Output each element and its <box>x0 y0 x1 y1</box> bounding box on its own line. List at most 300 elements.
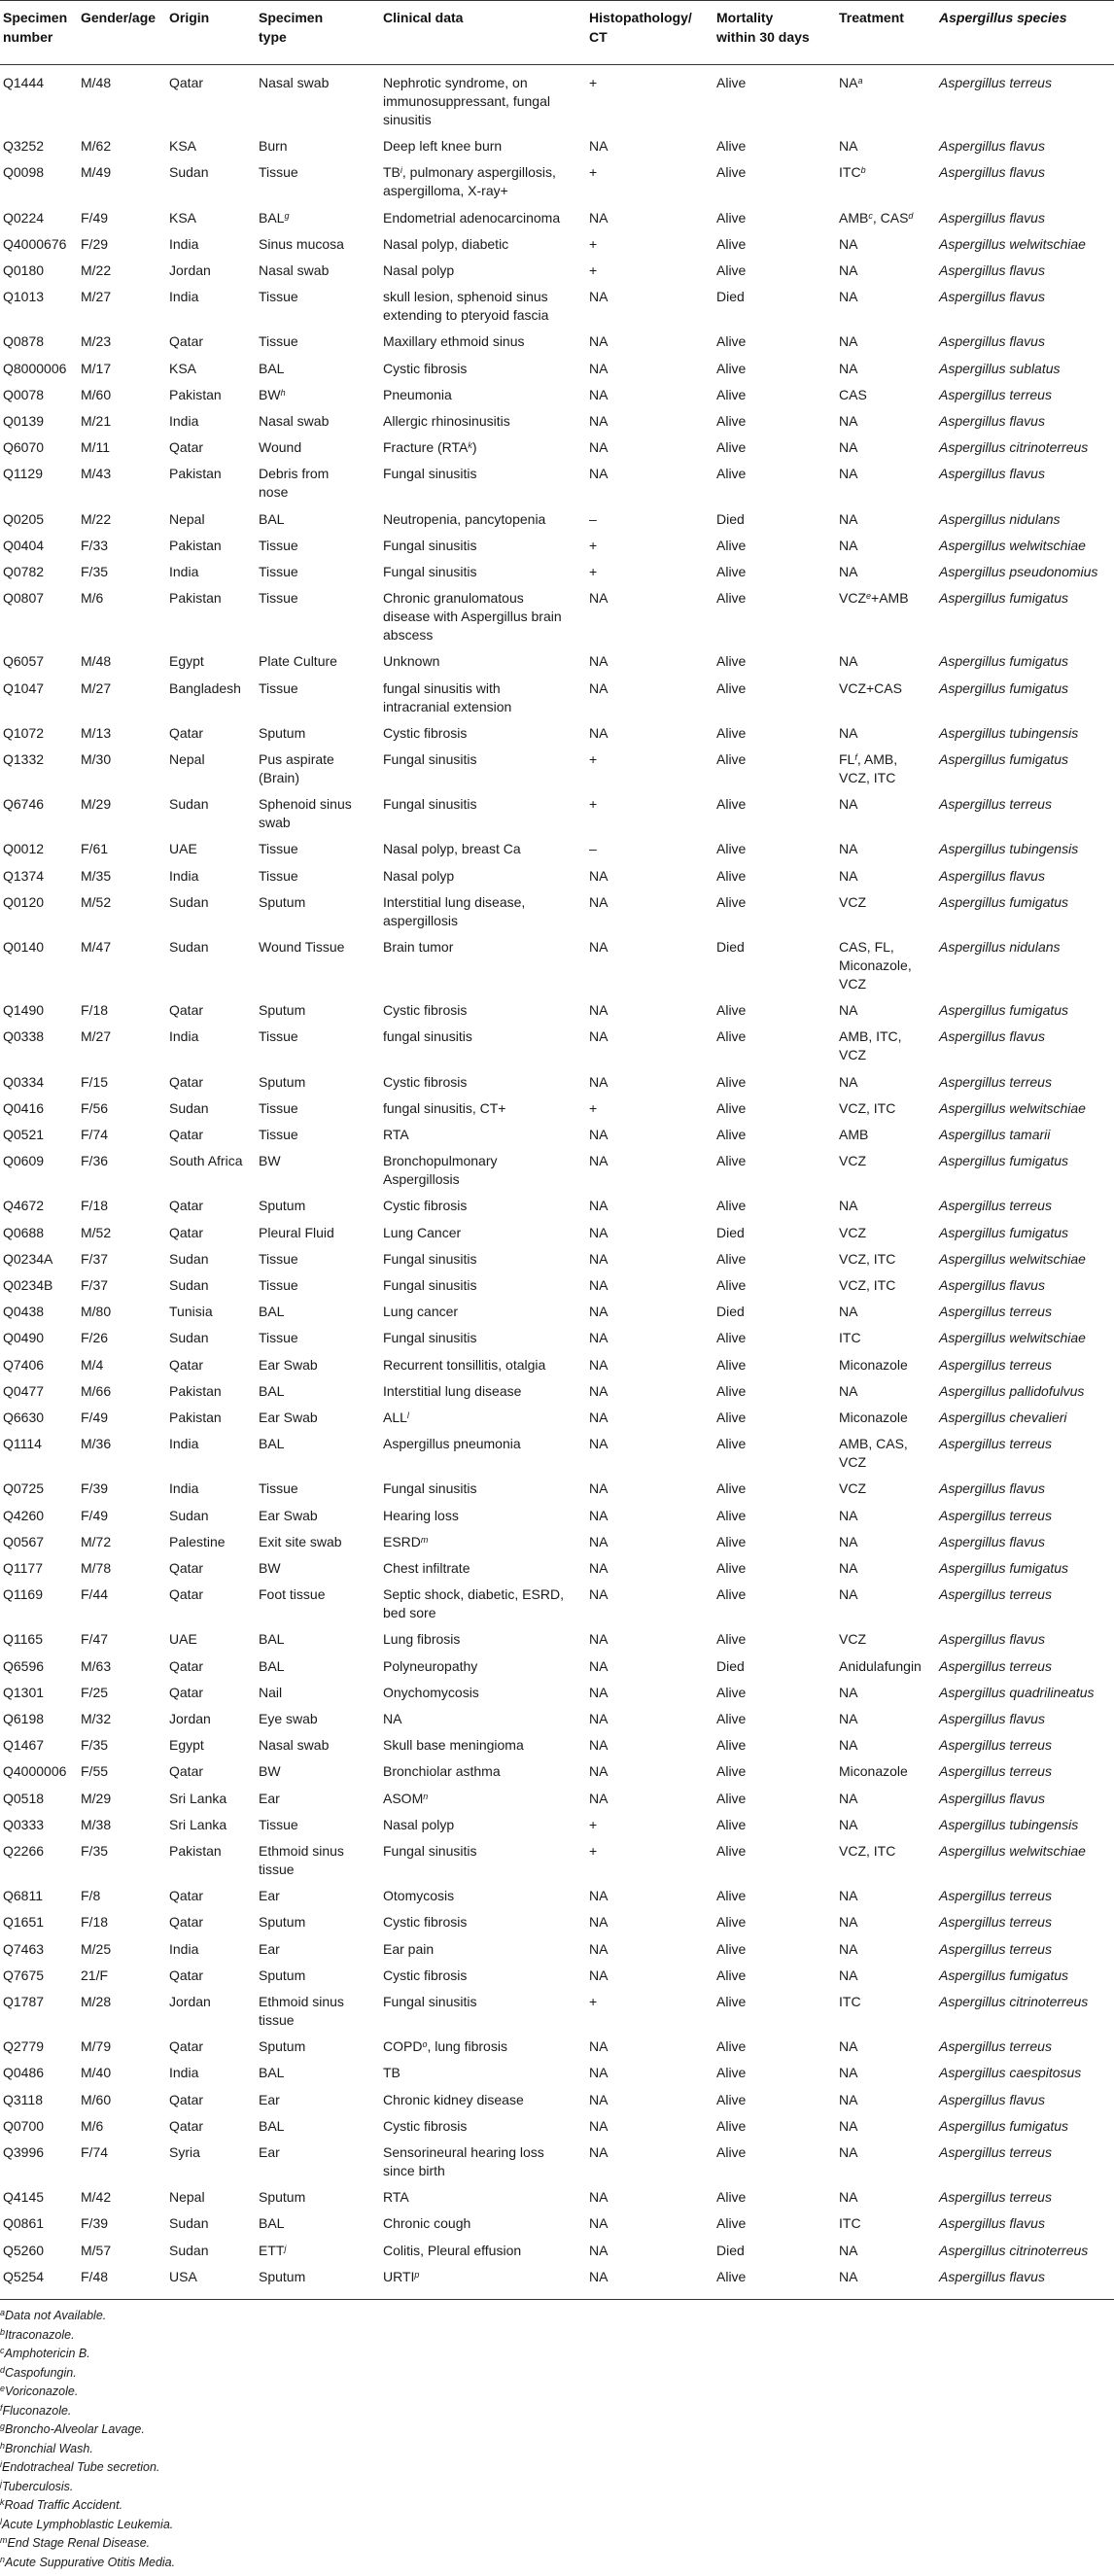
cell-aspergillus-species: Aspergillus fumigatus <box>939 590 1069 607</box>
footnote <box>0 2325 75 2346</box>
cell-origin: India <box>169 413 199 429</box>
cell-aspergillus-species: Aspergillus fumigatus <box>939 653 1069 670</box>
cell-treatment: $VCZ^e+AMB$ <box>839 590 909 607</box>
cell-specimen-type: Eye swab <box>259 1711 318 1726</box>
cell-histopathology-ct: NA <box>589 2091 609 2107</box>
cell-specimen-type: BAL <box>259 2117 285 2134</box>
cell-aspergillus-species: Aspergillus flavus <box>939 289 1045 305</box>
cell-specimen-type: Pleural Fluid <box>259 1224 334 1240</box>
cell-origin: Pakistan <box>169 1843 222 1859</box>
cell-treatment: NA <box>839 466 858 482</box>
cell-mortality: Alive <box>716 1002 747 1019</box>
top-rule <box>0 0 1114 1</box>
cell-mortality: Alive <box>716 2117 747 2134</box>
cell-specimen-type: Tissue <box>259 1277 298 1293</box>
cell-histopathology-ct: NA <box>589 1507 609 1523</box>
cell-gender-age: M/52 <box>81 893 112 910</box>
cell-mortality: Alive <box>716 1480 747 1497</box>
cell-histopathology-ct: + <box>589 1994 598 2009</box>
cell-aspergillus-species: Aspergillus citrinoterreus <box>939 2242 1089 2258</box>
header-aspergillus-species: Aspergillus species <box>939 10 1067 25</box>
cell-specimen-type: Ear <box>259 2091 280 2107</box>
cell-histopathology-ct: NA <box>589 1153 609 1169</box>
cell-aspergillus-species: Aspergillus terreus <box>939 2189 1052 2206</box>
cell-histopathology-ct: NA <box>589 2117 609 2134</box>
cell-specimen-type: Foot tissue <box>259 1586 326 1603</box>
cell-specimen-type: BAL <box>259 2065 285 2081</box>
cell-specimen-number: Q0234B <box>3 1277 53 1293</box>
cell-treatment: NA <box>839 1073 858 1090</box>
cell-aspergillus-species: Aspergillus flavus <box>939 1711 1045 1726</box>
cell-clinical-data: ASOM$^n$ <box>383 1790 429 1806</box>
footnote-mark: h <box>0 2440 6 2451</box>
cell-specimen-type: Sputum <box>259 2189 306 2206</box>
cell-histopathology-ct: NA <box>589 590 609 607</box>
cell-treatment: NA <box>839 841 858 857</box>
cell-specimen-number: Q0477 <box>3 1382 45 1399</box>
cell-gender-age: M/60 <box>81 2091 112 2107</box>
cell-specimen-number: Q0234A <box>3 1250 53 1267</box>
cell-mortality: Alive <box>716 1684 747 1700</box>
cell-clinical-data: Unknown <box>383 653 440 670</box>
cell-specimen-type: Tissue <box>259 1028 298 1045</box>
cell-histopathology-ct: NA <box>589 1382 609 1399</box>
cell-specimen-number: Q1332 <box>3 751 45 767</box>
cell-mortality: Alive <box>716 2268 747 2284</box>
cell-specimen-type: Sputum <box>259 1198 306 1214</box>
cell-gender-age: F/18 <box>81 1002 109 1019</box>
cell-treatment: AMB$^c$, CAS$^d$ <box>839 209 914 226</box>
cell-origin: Sudan <box>169 893 209 910</box>
cell-aspergillus-species: Aspergillus terreus <box>939 1304 1052 1320</box>
cell-clinical-data: Chronic kidney disease <box>383 2091 524 2107</box>
cell-treatment: NA <box>839 1586 858 1603</box>
footnote <box>0 2457 159 2478</box>
cell-origin: USA <box>169 2268 197 2284</box>
cell-mortality: Alive <box>716 164 747 181</box>
cell-gender-age: M/30 <box>81 751 112 767</box>
cell-aspergillus-species: Aspergillus fumigatus <box>939 679 1069 696</box>
cell-origin: Sudan <box>169 164 209 181</box>
cell-specimen-type: Nasal swab <box>259 413 330 429</box>
cell-mortality: Alive <box>716 1507 747 1523</box>
cell-clinical-data: Cystic fibrosis <box>383 1914 468 1931</box>
cell-aspergillus-species: Aspergillus pallidofulvus <box>939 1382 1085 1399</box>
cell-origin: Nepal <box>169 2189 205 2206</box>
cell-origin: India <box>169 1028 199 1045</box>
cell-treatment: NA <box>839 510 858 527</box>
cell-gender-age: 21/F <box>81 1967 109 1983</box>
cell-origin: Sudan <box>169 796 209 813</box>
cell-clinical-data: Recurrent tonsillitis, otalgia <box>383 1356 546 1373</box>
footnote-mark: j <box>0 2478 2 2489</box>
cell-specimen-number: Q0120 <box>3 893 45 910</box>
cell-histopathology-ct: NA <box>589 1073 609 1090</box>
cell-mortality: Alive <box>716 1737 747 1754</box>
cell-histopathology-ct: – <box>589 841 597 857</box>
cell-aspergillus-species: Aspergillus terreus <box>939 2144 1052 2160</box>
cell-clinical-data: ESRD$^m$ <box>383 1533 429 1549</box>
header-histopathology-ct: Histopathology/ CT <box>589 10 692 45</box>
cell-treatment: Miconazole <box>839 1356 908 1373</box>
cell-histopathology-ct: NA <box>589 209 609 226</box>
cell-mortality: Alive <box>716 2144 747 2160</box>
cell-clinical-data: $TB^i$, pulmonary aspergillosis, aspergilloma, X-ray+ <box>383 164 556 199</box>
cell-treatment: $FL^f$, AMB, VCZ, ITC <box>839 751 898 785</box>
cell-treatment: NA <box>839 1737 858 1754</box>
cell-treatment: NA <box>839 1304 858 1320</box>
cell-histopathology-ct: NA <box>589 939 609 955</box>
cell-origin: India <box>169 1436 199 1452</box>
cell-specimen-number: Q0334 <box>3 1073 45 1090</box>
cell-gender-age: F/37 <box>81 1277 109 1293</box>
cell-aspergillus-species: Aspergillus flavus <box>939 1631 1045 1648</box>
cell-specimen-type: Tissue <box>259 1816 298 1832</box>
cell-clinical-data: Skull base meningioma <box>383 1737 524 1754</box>
cell-mortality: Alive <box>716 1330 747 1346</box>
footnote-text: Road Traffic Accident. <box>4 2498 123 2512</box>
cell-treatment: VCZ <box>839 1480 866 1497</box>
cell-clinical-data: Chest infiltrate <box>383 1560 470 1576</box>
footnote-mark: g <box>0 2421 6 2431</box>
cell-treatment: VCZ, ITC <box>839 1843 896 1859</box>
footnote-text: Data not Available. <box>5 2309 107 2322</box>
cell-aspergillus-species: Aspergillus flavus <box>939 466 1045 482</box>
cell-histopathology-ct: NA <box>589 1586 609 1603</box>
cell-gender-age: M/27 <box>81 679 112 696</box>
cell-gender-age: M/13 <box>81 724 112 741</box>
cell-specimen-number: Q0140 <box>3 939 45 955</box>
cell-clinical-data: Nasal polyp <box>383 867 455 884</box>
cell-gender-age: F/55 <box>81 1763 109 1780</box>
cell-histopathology-ct: NA <box>589 653 609 670</box>
cell-clinical-data: Cystic fibrosis <box>383 1198 468 1214</box>
cell-aspergillus-species: Aspergillus fumigatus <box>939 2117 1069 2134</box>
cell-mortality: Alive <box>716 1153 747 1169</box>
cell-aspergillus-species: Aspergillus fumigatus <box>939 1002 1069 1019</box>
cell-clinical-data: Colitis, Pleural effusion <box>383 2242 522 2258</box>
cell-origin: Sudan <box>169 1277 209 1293</box>
cell-specimen-number: Q0861 <box>3 2215 45 2232</box>
footnote <box>0 2515 173 2535</box>
cell-gender-age: F/15 <box>81 1073 109 1090</box>
cell-origin: KSA <box>169 360 197 376</box>
cell-mortality: Alive <box>716 1410 747 1425</box>
cell-specimen-number: Q6198 <box>3 1711 45 1726</box>
cell-gender-age: F/49 <box>81 1410 109 1425</box>
cell-clinical-data: Septic shock, diabetic, ESRD, bed sore <box>383 1586 564 1621</box>
cell-mortality: Alive <box>716 1843 747 1859</box>
cell-specimen-type: Tissue <box>259 679 298 696</box>
cell-origin: Sudan <box>169 939 209 955</box>
cell-mortality: Alive <box>716 1790 747 1806</box>
cell-origin: Qatar <box>169 75 204 90</box>
cell-specimen-type: BW <box>259 1153 281 1169</box>
cell-gender-age: M/6 <box>81 590 104 607</box>
cell-histopathology-ct: NA <box>589 138 609 155</box>
cell-origin: Qatar <box>169 1888 204 1904</box>
cell-clinical-data: COPD$^o$, lung fibrosis <box>383 2038 507 2055</box>
footnote-mark: l <box>0 2516 2 2526</box>
cell-gender-age: M/32 <box>81 1711 112 1726</box>
cell-gender-age: F/35 <box>81 1843 109 1859</box>
cell-specimen-number: Q0688 <box>3 1224 45 1240</box>
cell-mortality: Alive <box>716 209 747 226</box>
cell-mortality: Died <box>716 510 745 527</box>
cell-specimen-number: Q4260 <box>3 1507 45 1523</box>
cell-origin: Qatar <box>169 1224 204 1240</box>
cell-specimen-type: Sputum <box>259 1914 306 1931</box>
cell-mortality: Alive <box>716 751 747 767</box>
cell-specimen-type: BAL <box>259 510 285 527</box>
cell-treatment: ITC$^b$ <box>839 164 866 181</box>
cell-origin: Sudan <box>169 2242 209 2258</box>
header-origin: Origin <box>169 10 210 25</box>
cell-histopathology-ct: NA <box>589 1533 609 1549</box>
cell-aspergillus-species: Aspergillus fumigatus <box>939 1560 1069 1576</box>
cell-specimen-number: Q6746 <box>3 796 45 813</box>
cell-aspergillus-species: Aspergillus terreus <box>939 1657 1052 1674</box>
cell-specimen-type: BAL <box>259 1304 285 1320</box>
cell-origin: Qatar <box>169 333 204 350</box>
cell-histopathology-ct: NA <box>589 289 609 305</box>
cell-treatment: VCZ, ITC <box>839 1099 896 1116</box>
cell-specimen-number: Q4145 <box>3 2189 45 2206</box>
cell-clinical-data: Chronic cough <box>383 2215 471 2232</box>
cell-histopathology-ct: NA <box>589 2268 609 2284</box>
cell-specimen-type: Tissue <box>259 564 298 579</box>
cell-histopathology-ct: + <box>589 75 598 90</box>
cell-mortality: Alive <box>716 537 747 553</box>
cell-histopathology-ct: NA <box>589 1940 609 1957</box>
cell-specimen-number: Q0438 <box>3 1304 45 1320</box>
cell-treatment: VCZ, ITC <box>839 1277 896 1293</box>
cell-aspergillus-species: Aspergillus terreus <box>939 75 1052 90</box>
cell-gender-age: F/48 <box>81 2268 109 2284</box>
cell-mortality: Alive <box>716 466 747 482</box>
cell-treatment: NA <box>839 1967 858 1983</box>
cell-histopathology-ct: NA <box>589 1410 609 1425</box>
cell-treatment: AMB, CAS, VCZ <box>839 1436 908 1471</box>
cell-histopathology-ct: + <box>589 564 598 579</box>
cell-specimen-number: Q1651 <box>3 1914 45 1931</box>
cell-clinical-data: NA <box>383 1711 402 1726</box>
cell-mortality: Alive <box>716 235 747 252</box>
cell-mortality: Alive <box>716 1533 747 1549</box>
cell-specimen-number: Q1129 <box>3 466 43 482</box>
cell-origin: India <box>169 867 199 884</box>
cell-specimen-number: Q0521 <box>3 1127 45 1142</box>
cell-mortality: Alive <box>716 1888 747 1904</box>
cell-mortality: Alive <box>716 2038 747 2055</box>
cell-clinical-data: fungal sinusitis, CT+ <box>383 1099 506 1116</box>
cell-mortality: Alive <box>716 1560 747 1576</box>
cell-aspergillus-species: Aspergillus fumigatus <box>939 751 1069 767</box>
cell-specimen-type: Tissue <box>259 164 298 181</box>
footnote <box>0 2344 90 2364</box>
cell-clinical-data: TB <box>383 2065 400 2081</box>
cell-treatment: NA <box>839 1533 858 1549</box>
cell-gender-age: M/49 <box>81 164 112 181</box>
cell-aspergillus-species: Aspergillus flavus <box>939 2268 1045 2284</box>
cell-specimen-number: Q3118 <box>3 2091 43 2107</box>
cell-aspergillus-species: Aspergillus flavus <box>939 2215 1045 2232</box>
cell-treatment: Anidulafungin <box>839 1657 922 1674</box>
cell-gender-age: M/27 <box>81 289 112 305</box>
cell-gender-age: F/25 <box>81 1684 109 1700</box>
cell-histopathology-ct: NA <box>589 1330 609 1346</box>
footnote <box>0 2533 150 2554</box>
cell-treatment: ITC <box>839 1994 861 2009</box>
cell-origin: Qatar <box>169 724 204 741</box>
header-treatment: Treatment <box>839 10 904 25</box>
cell-gender-age: M/42 <box>81 2189 112 2206</box>
cell-gender-age: M/11 <box>81 439 111 456</box>
cell-mortality: Alive <box>716 893 747 910</box>
cell-origin: Qatar <box>169 1356 204 1373</box>
cell-treatment: NA <box>839 2038 858 2055</box>
cell-mortality: Alive <box>716 796 747 813</box>
footnote-text: Endotracheal Tube secretion. <box>2 2460 160 2474</box>
cell-origin: Qatar <box>169 1763 204 1780</box>
cell-origin: Qatar <box>169 2038 204 2055</box>
cell-gender-age: M/60 <box>81 386 112 402</box>
cell-treatment: NA <box>839 1711 858 1726</box>
cell-specimen-type: Tissue <box>259 333 298 350</box>
cell-gender-age: M/57 <box>81 2242 112 2258</box>
cell-specimen-type: Tissue <box>259 537 298 553</box>
cell-specimen-type: Ear Swab <box>259 1410 318 1425</box>
footnote-text: Acute Lymphoblastic Leukemia. <box>2 2517 174 2531</box>
cell-clinical-data: Fracture (RTA$^k$) <box>383 439 477 456</box>
cell-histopathology-ct: NA <box>589 1002 609 1019</box>
cell-histopathology-ct: + <box>589 1099 598 1116</box>
cell-mortality: Alive <box>716 439 747 456</box>
cell-specimen-number: Q4000006 <box>3 1763 67 1780</box>
cell-gender-age: M/35 <box>81 867 112 884</box>
cell-aspergillus-species: Aspergillus terreus <box>939 1507 1052 1523</box>
cell-specimen-type: Pus aspirate (Brain) <box>259 751 334 785</box>
cell-treatment: NA <box>839 2091 858 2107</box>
footnote-text: Bronchial Wash. <box>5 2441 93 2455</box>
cell-clinical-data: Cystic fibrosis <box>383 724 468 741</box>
cell-histopathology-ct: NA <box>589 1304 609 1320</box>
cell-aspergillus-species: Aspergillus sublatus <box>939 360 1061 376</box>
cell-specimen-type: BW <box>259 1560 281 1576</box>
cell-clinical-data: Sensorineural hearing loss since birth <box>383 2144 544 2178</box>
cell-treatment: CAS <box>839 386 867 402</box>
cell-origin: Pakistan <box>169 466 222 482</box>
cell-aspergillus-species: Aspergillus terreus <box>939 1198 1052 1214</box>
cell-treatment: NA <box>839 1560 858 1576</box>
header-mortality: Mortality within 30 days <box>716 10 810 45</box>
cell-mortality: Alive <box>716 1816 747 1832</box>
cell-origin: Syria <box>169 2144 200 2160</box>
cell-aspergillus-species: Aspergillus flavus <box>939 1277 1045 1293</box>
cell-aspergillus-species: Aspergillus terreus <box>939 1586 1052 1603</box>
cell-specimen-type: Nail <box>259 1684 283 1700</box>
cell-histopathology-ct: NA <box>589 439 609 456</box>
cell-specimen-number: Q0404 <box>3 537 45 553</box>
cell-treatment: NA <box>839 1684 858 1700</box>
cell-treatment: NA <box>839 360 858 376</box>
cell-histopathology-ct: NA <box>589 2065 609 2081</box>
cell-specimen-number: Q0518 <box>3 1790 45 1806</box>
cell-gender-age: F/37 <box>81 1250 109 1267</box>
cell-specimen-number: Q0725 <box>3 1480 45 1497</box>
cell-specimen-type: Tissue <box>259 1250 298 1267</box>
cell-histopathology-ct: + <box>589 1843 598 1859</box>
cell-gender-age: M/17 <box>81 360 112 376</box>
footnote-text: End Stage Renal Disease. <box>7 2536 151 2550</box>
cell-clinical-data: Cystic fibrosis <box>383 1967 468 1983</box>
cell-origin: Qatar <box>169 439 204 456</box>
cell-origin: Sudan <box>169 1507 209 1523</box>
footnote-text: Fluconazole. <box>2 2403 72 2418</box>
cell-treatment: NA <box>839 289 858 305</box>
cell-gender-age: M/4 <box>81 1356 104 1373</box>
cell-aspergillus-species: Aspergillus welwitschiae <box>939 537 1086 553</box>
cell-mortality: Alive <box>716 262 747 278</box>
cell-clinical-data: Chronic granulomatous disease with Aspergillus brain abscess <box>383 590 562 644</box>
cell-treatment: NA <box>839 2144 858 2160</box>
cell-aspergillus-species: Aspergillus flavus <box>939 138 1045 155</box>
cell-specimen-number: Q4672 <box>3 1198 45 1214</box>
cell-specimen-number: Q0878 <box>3 333 45 350</box>
cell-mortality: Died <box>716 289 745 305</box>
cell-aspergillus-species: Aspergillus terreus <box>939 1763 1052 1780</box>
cell-treatment: NA <box>839 1816 858 1832</box>
cell-specimen-number: Q0700 <box>3 2117 45 2134</box>
cell-treatment: NA <box>839 724 858 741</box>
cell-origin: India <box>169 1480 199 1497</box>
cell-treatment: NA <box>839 138 858 155</box>
cell-specimen-number: Q0416 <box>3 1099 45 1116</box>
cell-specimen-type: Tissue <box>259 1099 298 1116</box>
cell-specimen-type: Sputum <box>259 1002 306 1019</box>
cell-clinical-data: Brain tumor <box>383 939 454 955</box>
cell-mortality: Alive <box>716 1914 747 1931</box>
cell-treatment: NA <box>839 1002 858 1019</box>
cell-aspergillus-species: Aspergillus quadrilineatus <box>939 1684 1095 1700</box>
cell-clinical-data: Cystic fibrosis <box>383 1073 468 1090</box>
cell-aspergillus-species: Aspergillus flavus <box>939 333 1045 350</box>
cell-histopathology-ct: + <box>589 235 598 252</box>
cell-specimen-number: Q5260 <box>3 2242 45 2258</box>
cell-treatment: NA <box>839 1790 858 1806</box>
cell-mortality: Alive <box>716 1127 747 1142</box>
cell-gender-age: M/52 <box>81 1224 112 1240</box>
cell-specimen-type: Ear <box>259 1940 280 1957</box>
cell-histopathology-ct: NA <box>589 466 609 482</box>
cell-specimen-type: BAL <box>259 1657 285 1674</box>
cell-histopathology-ct: NA <box>589 1967 609 1983</box>
cell-gender-age: M/22 <box>81 510 112 527</box>
cell-aspergillus-species: Aspergillus flavus <box>939 1480 1045 1497</box>
cell-histopathology-ct: NA <box>589 1277 609 1293</box>
cell-origin: South Africa <box>169 1153 243 1169</box>
cell-gender-age: M/62 <box>81 138 112 155</box>
cell-origin: Sudan <box>169 1250 209 1267</box>
footnote-mark: m <box>0 2535 8 2545</box>
cell-mortality: Died <box>716 2242 745 2258</box>
cell-specimen-number: Q1301 <box>3 1684 45 1700</box>
cell-gender-age: F/49 <box>81 1507 109 1523</box>
cell-clinical-data: Pneumonia <box>383 386 452 402</box>
cell-treatment: NA <box>839 2242 858 2258</box>
cell-gender-age: F/36 <box>81 1153 109 1169</box>
cell-clinical-data: Fungal sinusitis <box>383 537 477 553</box>
